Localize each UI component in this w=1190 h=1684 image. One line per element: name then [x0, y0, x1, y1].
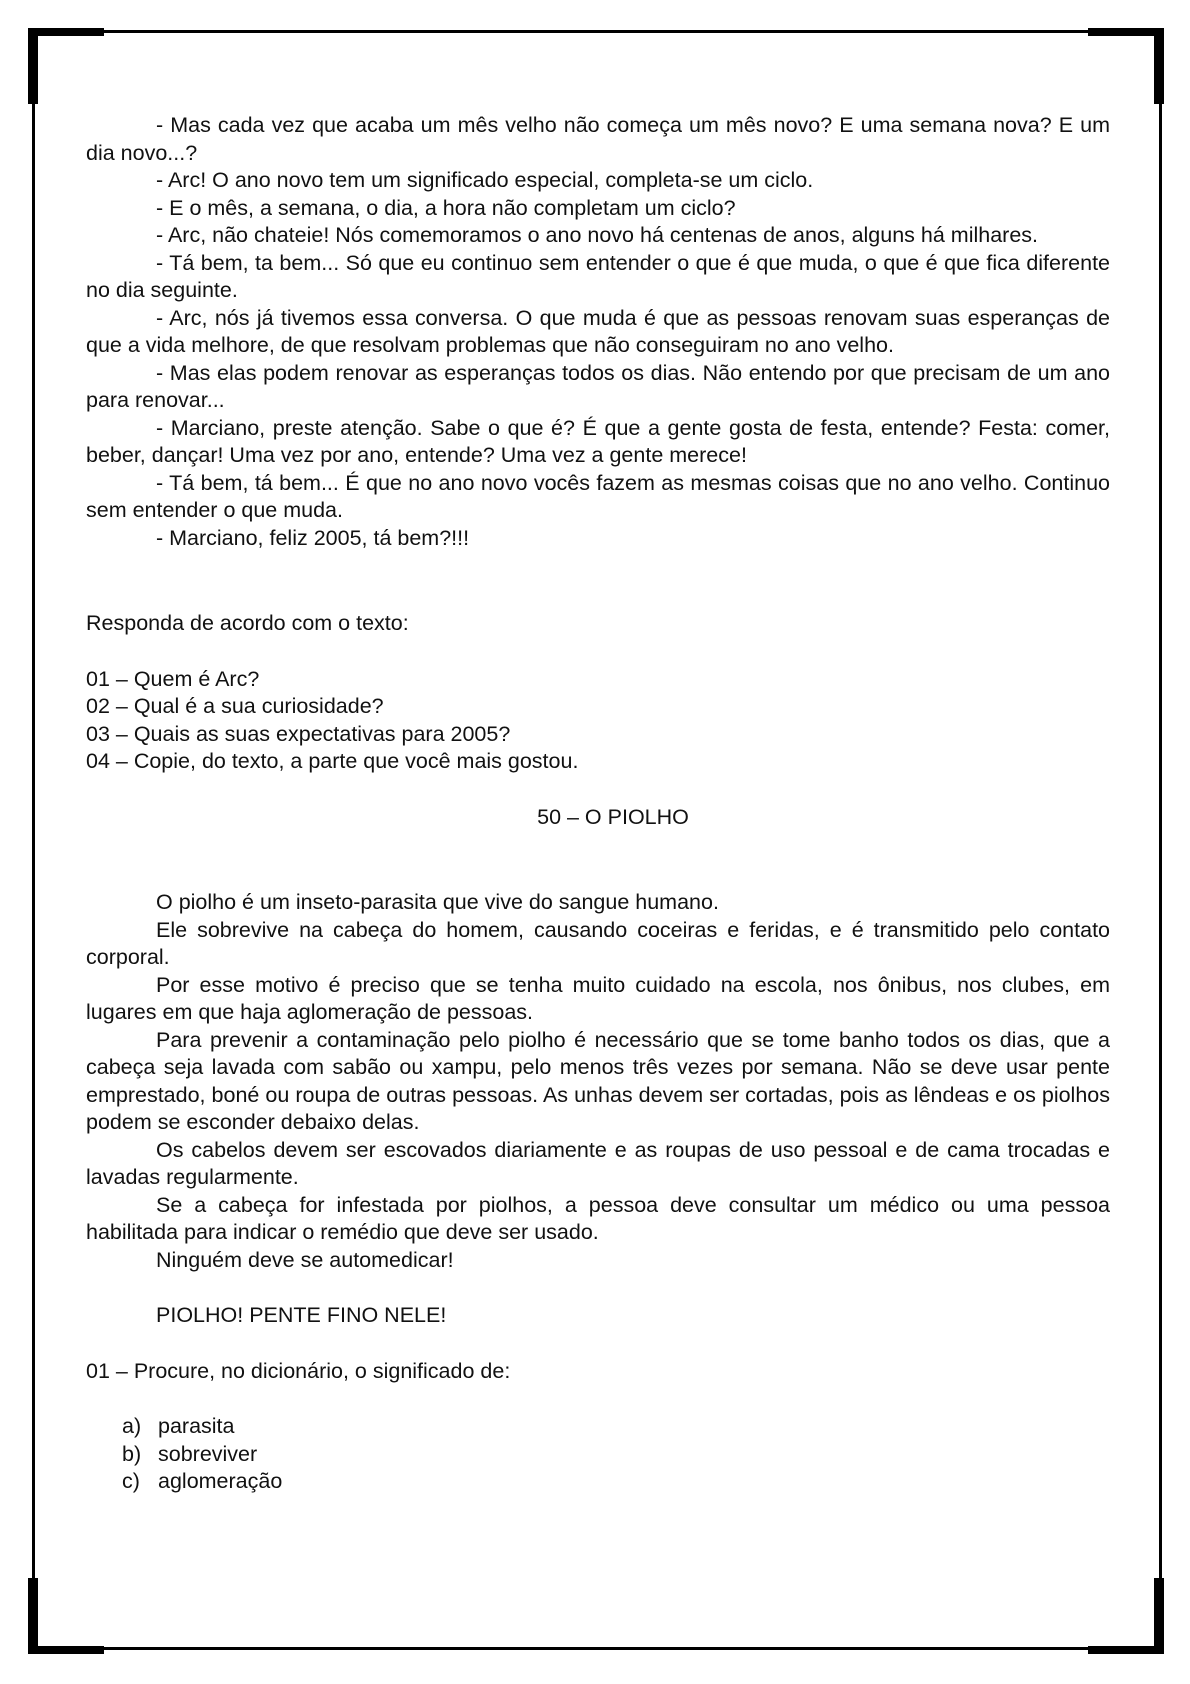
dialogue-line: - Mas cada vez que acaba um mês velho não começa um mês novo? E uma semana nova? E um dia novo...?: [86, 113, 1110, 165]
list-word: sobreviver: [158, 1441, 258, 1466]
dialogue-line: - Marciano, preste atenção. Sabe o que é? É que a gente gosta de festa, entende? Festa: comer, beber, dançar! Uma vez por ano, entende? Uma vez a gente merece!: [86, 415, 1110, 467]
frame-corner-top-right-h: [1088, 28, 1164, 36]
dialogue-line: - Marciano, feliz 2005, tá bem?!!!: [156, 525, 470, 550]
question-item: 02 – Qual é a sua curiosidade?: [86, 694, 384, 718]
dialogue-line: - Arc, não chateie! Nós comemoramos o ano novo há centenas de anos, alguns há milhares.: [156, 223, 1039, 247]
list-letter: a): [122, 1414, 142, 1438]
paragraph: Por esse motivo é preciso que se tenha muito cuidado na escola, nos ônibus, nos clubes, em lugares em que haja aglomeração de pessoas.: [86, 972, 1110, 1024]
frame-corner-top-right: [1154, 28, 1164, 104]
frame-corner-top-left: [28, 28, 38, 104]
document-content: [86, 112, 1110, 1496]
dialogue-line: - Tá bem, tá bem... É que no ano novo vocês fazem as mesmas coisas que no ano velho. Continuo sem entender o que muda.: [86, 470, 1110, 522]
paragraph: Os cabelos devem ser escovados diariamente e as roupas de uso pessoal e de cama trocadas e lavadas regularmente.: [86, 1137, 1110, 1189]
dialogue-line: - Mas elas podem renovar as esperanças todos os dias. Não entendo por que precisam de um ano para renovar...: [86, 360, 1110, 412]
question-item: 03 – Quais as suas expectativas para 2005?: [86, 721, 511, 746]
dialogue-line: - E o mês, a semana, o dia, a hora não completam um ciclo?: [156, 195, 736, 220]
frame-corner-bottom-right-h: [1088, 1646, 1164, 1654]
paragraph: Se a cabeça for infestada por piolhos, a pessoa deve consultar um médico ou uma pessoa habilitada para indicar o remédio que deve ser usado.: [86, 1192, 1110, 1244]
list-letter: b): [122, 1441, 142, 1466]
paragraph: Ninguém deve se automedicar!: [156, 1247, 454, 1272]
frame-corner-bottom-right: [1154, 1578, 1164, 1654]
dialogue-line: - Arc! O ano novo tem um significado especial, completa-se um ciclo.: [156, 168, 814, 192]
question-item: 01 – Quem é Arc?: [86, 666, 260, 691]
piolho-text: [86, 889, 1110, 1274]
questions-intro: Responda de acordo com o texto:: [86, 611, 409, 635]
list-letter: c): [122, 1469, 140, 1493]
dialogue-section: [86, 112, 1110, 552]
list-item: [122, 1468, 1110, 1496]
question-item: 04 – Copie, do texto, a parte que você mais gostou.: [86, 749, 579, 773]
dialogue-line: - Tá bem, ta bem... Só que eu continuo sem entender o que é que muda, o que é que fica diferente no dia seguinte.: [86, 250, 1110, 302]
list-word: parasita: [158, 1414, 235, 1438]
frame-corner-top-left-h: [28, 28, 104, 36]
dictionary-question: 01 – Procure, no dicionário, o significado de:: [86, 1358, 511, 1383]
questions-list: [86, 666, 1110, 776]
slogan: PIOLHO! PENTE FINO NELE!: [156, 1303, 447, 1327]
section-title: 50 – O PIOLHO: [537, 804, 689, 829]
paragraph: Ele sobrevive na cabeça do homem, causando coceiras e feridas, e é transmitido pelo contato corporal.: [86, 917, 1110, 969]
word-list: [86, 1413, 1110, 1496]
paragraph: O piolho é um inseto-parasita que vive do sangue humano.: [156, 890, 719, 914]
list-item: [122, 1441, 1110, 1469]
list-item: [122, 1413, 1110, 1441]
dialogue-line: - Arc, nós já tivemos essa conversa. O que muda é que as pessoas renovam suas esperanças de que a vida melhore, de que resolvam problemas que não conseguiram no ano velho.: [86, 305, 1110, 357]
paragraph: Para prevenir a contaminação pelo piolho é necessário que se tome banho todos os dias, que a cabeça seja lavada com sabão ou xampu, pelo menos três vezes por semana. Não se deve usar pente emprestado, boné ou roupa de outras pessoas. As unhas devem ser cortadas, pois as lêndeas e os piolhos podem se esconder debaixo delas.: [86, 1027, 1110, 1134]
frame-corner-bottom-left-h: [28, 1646, 104, 1654]
list-word: aglomeração: [158, 1469, 283, 1493]
frame-corner-bottom-left: [28, 1578, 38, 1654]
